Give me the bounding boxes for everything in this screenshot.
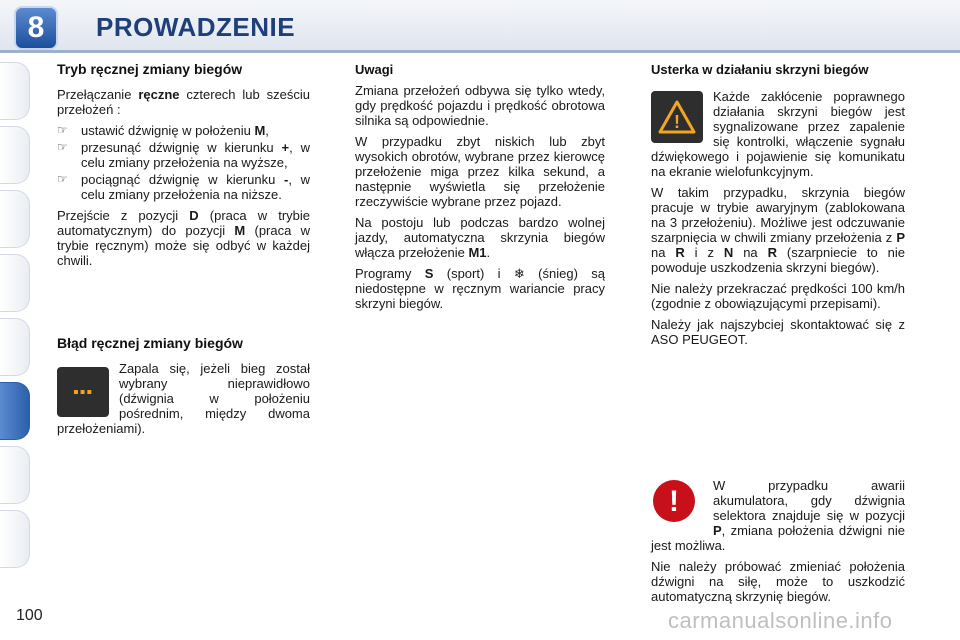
watermark: carmanualsonline.info [668, 608, 893, 633]
battery-failure-alert [651, 478, 905, 610]
fault-heading: Usterka w działaniu skrzyni biegów [651, 62, 869, 77]
list-item: ☞ ustawić dźwignię w położeniu M, [57, 123, 269, 138]
chapter-tab-2[interactable] [0, 126, 30, 184]
chapter-tab-7[interactable] [0, 446, 30, 504]
notes-paragraph-1: Zmiana przełożeń odbywa się tylko wtedy, gdy prędkość pojazdu i prędkość obrotowa silnika są odpowiednie. [355, 83, 605, 128]
pointing-hand-icon: ☞ [57, 123, 68, 137]
manual-mode-column [57, 62, 310, 442]
fault-paragraph-1: Każde zakłócenie poprawnego działania skrzyni biegów jest sygnalizowane przez zapalenie się kontrolki, włączenie sygnału dźwiękowego i pojawienie się komunikatu na ekranie wielofunkcyjnym. [651, 89, 905, 179]
chapter-tabs [0, 62, 34, 574]
manual-mode-steps [57, 123, 310, 202]
notes-paragraph-4: Programy S (sport) i ❄ (śnieg) są niedostępne w ręcznym wariancie pracy skrzyni biegów. [355, 266, 605, 311]
manual-mode-heading: Tryb ręcznej zmiany biegów [57, 61, 243, 77]
chapter-tab-1[interactable] [0, 62, 30, 120]
fault-paragraph-4: Należy jak najszybciej skontaktować się z ASO PEUGEOT. [651, 317, 905, 347]
chapter-tab-5[interactable] [0, 318, 30, 376]
notes-heading: Uwagi [355, 62, 394, 77]
chapter-tab-3[interactable] [0, 190, 30, 248]
alert-paragraph-1: W przypadku awarii akumulatora, gdy dźwignia selektora znajduje się w pozycji P, zmiana położenia dźwigni nie jest możliwa. [651, 478, 905, 553]
stop-alert-icon: ! [651, 480, 703, 522]
page-title: PROWADZENIE [96, 12, 296, 42]
manual-mode-intro: Przełączanie ręczne czterech lub sześciu przełożeń : [57, 87, 310, 117]
chapter-badge: 8 [14, 6, 58, 50]
gear-fault-icon: ▪▪▪ [57, 363, 109, 417]
notes-paragraph-3: Na postoju lub podczas bardzo wolnej jazdy, automatyczna skrzynia biegów włącza przełożenie M1. [355, 215, 605, 260]
mode-switch-note: Przejście z pozycji D (praca w trybie automatycznym) do pozycji M (praca w trybie ręcznym) może się odbyć w każdej chwili. [57, 208, 310, 268]
notes-paragraph-2: W przypadku zbyt niskich lub zbyt wysokich obrotów, wybrane przez kierowcę przełożenie miga przez kilka sekund, a następnie wyświetla się przełożenie rzeczywiście wybrane przez pojazd. [355, 134, 605, 209]
notes-column [355, 62, 605, 317]
alert-paragraph-2: Nie należy próbować zmieniać położenia dźwigni na siłę, może to uszkodzić automatyczną skrzynię biegów. [651, 559, 905, 604]
manual-error-text: Zapala się, jeżeli bieg został wybrany nieprawidłowo (dźwignia w położeniu pośrednim, między dwoma przełożeniami). [57, 361, 310, 436]
warning-triangle-icon [651, 91, 703, 143]
fault-paragraph-2: W takim przypadku, skrzynia biegów pracuje w trybie awaryjnym (zablokowana na 3 przełożeniu). Możliwe jest odczuwanie szarpnięcia w chwili zmiany przełożenia z P na R i z N na R (szarpniecie to nie powoduje uszkodzenia skrzyni biegów). [651, 185, 905, 275]
chapter-tab-8-active[interactable] [0, 382, 30, 440]
fault-column [651, 62, 905, 353]
header-divider [0, 50, 960, 53]
list-item: ☞ przesunąć dźwignię w kierunku +, w celu zmiany przełożenia na wyższe, [57, 140, 310, 170]
chapter-tab-4[interactable] [0, 254, 30, 312]
pointing-hand-icon: ☞ [57, 172, 68, 186]
fault-paragraph-3: Nie należy przekraczać prędkości 100 km/h (zgodnie z obowiązującymi przepisami). [651, 281, 905, 311]
svg-text:!: ! [674, 112, 680, 132]
chapter-tab-8[interactable] [0, 510, 30, 568]
pointing-hand-icon: ☞ [57, 140, 68, 154]
page-number: 100 [16, 607, 43, 624]
manual-error-heading: Błąd ręcznej zmiany biegów [57, 335, 243, 351]
list-item: ☞ pociągnąć dźwignię w kierunku -, w celu zmiany przełożenia na niższe. [57, 172, 310, 202]
